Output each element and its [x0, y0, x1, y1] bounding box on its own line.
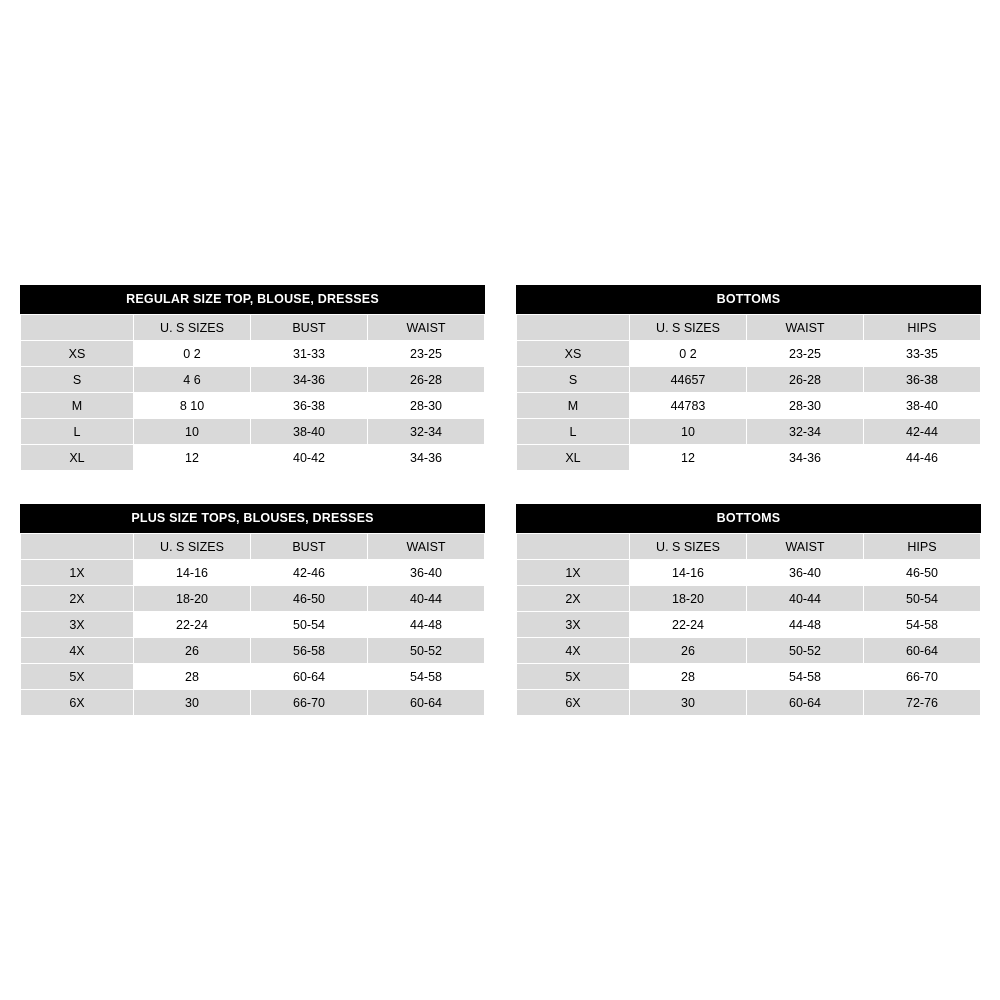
row-cell: 31-33 [251, 341, 368, 367]
row-cell: 23-25 [368, 341, 485, 367]
row-cell: 44-46 [864, 445, 981, 471]
row-size-label: XL [517, 445, 630, 471]
row-cell: 32-34 [747, 419, 864, 445]
row-cell: 26 [134, 638, 251, 664]
row-size-label: 5X [517, 664, 630, 690]
column-header-bust: BUST [251, 534, 368, 560]
table-row [517, 560, 981, 586]
table-row [517, 664, 981, 690]
size-tables-grid [20, 285, 980, 749]
row-cell: 28-30 [368, 393, 485, 419]
row-cell: 40-44 [368, 586, 485, 612]
row-cell: 38-40 [864, 393, 981, 419]
row-size-label: XS [517, 341, 630, 367]
row-cell: 34-36 [251, 367, 368, 393]
size-table-regular-bottoms [516, 285, 981, 471]
table-row [21, 419, 485, 445]
table-row [21, 445, 485, 471]
row-cell: 44783 [630, 393, 747, 419]
column-header-size [517, 534, 630, 560]
row-size-label: XS [21, 341, 134, 367]
row-cell: 33-35 [864, 341, 981, 367]
size-table-plus-tops [20, 504, 485, 716]
row-cell: 4 6 [134, 367, 251, 393]
row-size-label: 3X [21, 612, 134, 638]
row-cell: 30 [630, 690, 747, 716]
row-cell: 10 [630, 419, 747, 445]
row-cell: 72-76 [864, 690, 981, 716]
row-cell: 50-54 [864, 586, 981, 612]
table-row [517, 419, 981, 445]
table-row [517, 612, 981, 638]
row-cell: 28 [134, 664, 251, 690]
row-size-label: L [21, 419, 134, 445]
size-table-regular-tops [20, 285, 485, 471]
row-cell: 40-44 [747, 586, 864, 612]
row-cell: 36-38 [864, 367, 981, 393]
row-cell: 8 10 [134, 393, 251, 419]
row-cell: 40-42 [251, 445, 368, 471]
table-row [517, 638, 981, 664]
row-cell: 30 [134, 690, 251, 716]
row-cell: 60-64 [368, 690, 485, 716]
row-cell: 50-52 [747, 638, 864, 664]
column-header-waist: WAIST [368, 534, 485, 560]
column-header-us-sizes: U. S SIZES [134, 315, 251, 341]
row-cell: 26-28 [747, 367, 864, 393]
row-size-label: 5X [21, 664, 134, 690]
column-header-hips: HIPS [864, 315, 981, 341]
column-header-us-sizes: U. S SIZES [630, 315, 747, 341]
row-cell: 12 [134, 445, 251, 471]
table-block-plus-tops [20, 504, 484, 716]
table-row [517, 690, 981, 716]
row-cell: 10 [134, 419, 251, 445]
column-header-waist: WAIST [747, 315, 864, 341]
row-cell: 36-40 [368, 560, 485, 586]
table-caption: PLUS SIZE TOPS, BLOUSES, DRESSES [20, 504, 485, 533]
row-cell: 0 2 [134, 341, 251, 367]
table-row [21, 586, 485, 612]
table-row [21, 560, 485, 586]
row-size-label: 1X [517, 560, 630, 586]
row-cell: 23-25 [747, 341, 864, 367]
row-size-label: XL [21, 445, 134, 471]
row-size-label: S [517, 367, 630, 393]
row-cell: 42-44 [864, 419, 981, 445]
table-row [21, 664, 485, 690]
row-size-label: M [21, 393, 134, 419]
table-row [21, 393, 485, 419]
row-cell: 44-48 [747, 612, 864, 638]
row-cell: 56-58 [251, 638, 368, 664]
table-block-regular-bottoms [516, 285, 980, 471]
table-header-row [517, 315, 981, 341]
row-size-label: 3X [517, 612, 630, 638]
row-cell: 28 [630, 664, 747, 690]
row-cell: 44657 [630, 367, 747, 393]
row-size-label: 2X [21, 586, 134, 612]
row-cell: 26-28 [368, 367, 485, 393]
table-row [21, 638, 485, 664]
row-size-label: L [517, 419, 630, 445]
row-cell: 42-46 [251, 560, 368, 586]
table-row [517, 341, 981, 367]
row-cell: 18-20 [134, 586, 251, 612]
table-row [517, 445, 981, 471]
row-cell: 54-58 [368, 664, 485, 690]
row-cell: 50-52 [368, 638, 485, 664]
row-size-label: 4X [21, 638, 134, 664]
row-cell: 46-50 [251, 586, 368, 612]
column-header-waist: WAIST [747, 534, 864, 560]
row-cell: 22-24 [134, 612, 251, 638]
row-cell: 28-30 [747, 393, 864, 419]
row-cell: 44-48 [368, 612, 485, 638]
table-row [517, 367, 981, 393]
table-block-regular-tops [20, 285, 484, 471]
row-cell: 54-58 [864, 612, 981, 638]
table-row [21, 367, 485, 393]
row-cell: 32-34 [368, 419, 485, 445]
row-cell: 14-16 [630, 560, 747, 586]
table-header-row [21, 315, 485, 341]
row-cell: 66-70 [251, 690, 368, 716]
row-cell: 26 [630, 638, 747, 664]
table-caption: BOTTOMS [516, 285, 981, 314]
row-cell: 22-24 [630, 612, 747, 638]
row-size-label: S [21, 367, 134, 393]
table-block-plus-bottoms [516, 504, 980, 716]
column-header-size [517, 315, 630, 341]
row-cell: 38-40 [251, 419, 368, 445]
table-row [21, 690, 485, 716]
size-table-plus-bottoms [516, 504, 981, 716]
row-size-label: 2X [517, 586, 630, 612]
table-row [517, 586, 981, 612]
row-size-label: 1X [21, 560, 134, 586]
row-cell: 46-50 [864, 560, 981, 586]
row-size-label: 4X [517, 638, 630, 664]
row-cell: 18-20 [630, 586, 747, 612]
table-caption: REGULAR SIZE TOP, BLOUSE, DRESSES [20, 285, 485, 314]
row-cell: 0 2 [630, 341, 747, 367]
row-cell: 60-64 [747, 690, 864, 716]
column-header-hips: HIPS [864, 534, 981, 560]
row-size-label: 6X [517, 690, 630, 716]
table-row [21, 341, 485, 367]
row-cell: 36-40 [747, 560, 864, 586]
table-row [517, 393, 981, 419]
table-header-row [517, 534, 981, 560]
row-cell: 36-38 [251, 393, 368, 419]
row-cell: 34-36 [368, 445, 485, 471]
column-header-size [21, 534, 134, 560]
column-header-us-sizes: U. S SIZES [134, 534, 251, 560]
row-cell: 34-36 [747, 445, 864, 471]
table-caption: BOTTOMS [516, 504, 981, 533]
table-header-row [21, 534, 485, 560]
row-cell: 60-64 [864, 638, 981, 664]
table-row [21, 612, 485, 638]
row-cell: 66-70 [864, 664, 981, 690]
column-header-us-sizes: U. S SIZES [630, 534, 747, 560]
row-cell: 54-58 [747, 664, 864, 690]
column-header-size [21, 315, 134, 341]
row-size-label: M [517, 393, 630, 419]
row-size-label: 6X [21, 690, 134, 716]
row-cell: 60-64 [251, 664, 368, 690]
row-cell: 14-16 [134, 560, 251, 586]
row-cell: 12 [630, 445, 747, 471]
column-header-bust: BUST [251, 315, 368, 341]
column-header-waist: WAIST [368, 315, 485, 341]
row-cell: 50-54 [251, 612, 368, 638]
